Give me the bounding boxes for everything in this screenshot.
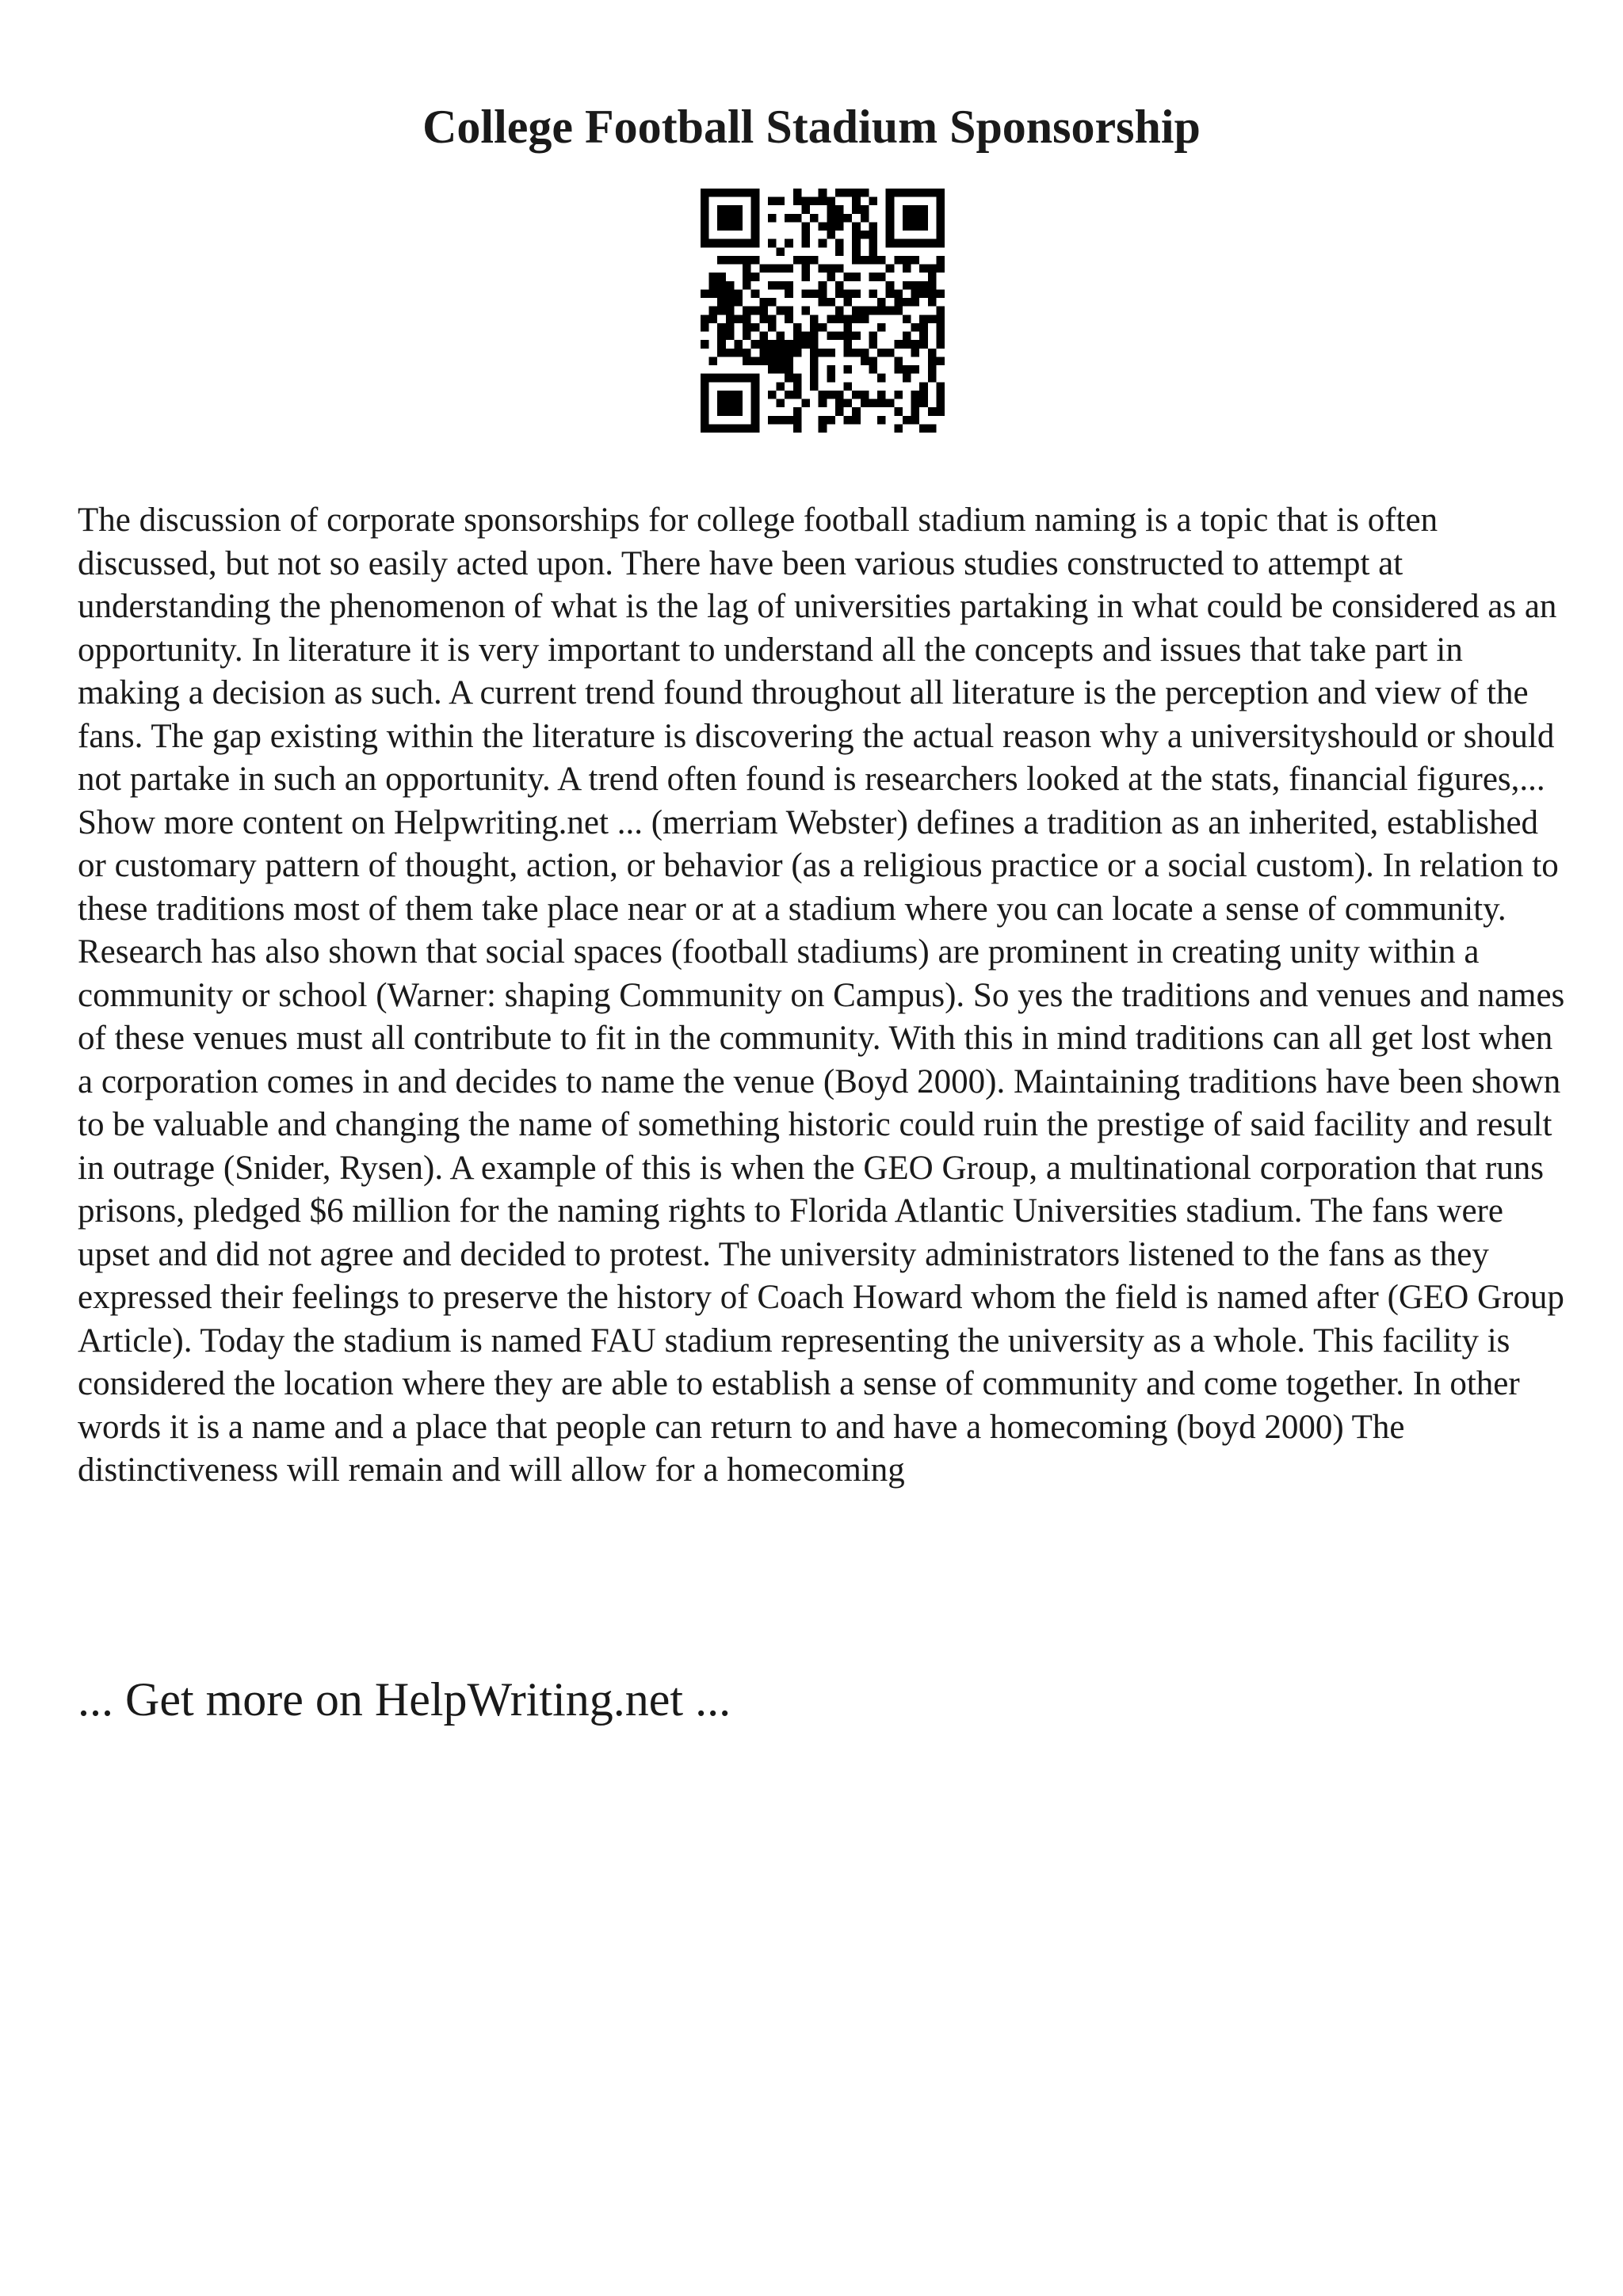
page-title: College Football Stadium Sponsorship: [422, 101, 1201, 153]
get-more-link[interactable]: ... Get more on HelpWriting.net ...: [78, 1673, 731, 1726]
qr-code-icon: [701, 189, 945, 433]
body-paragraph: The discussion of corporate sponsorships for college football stadium naming is a topic that is often discussed, but not so easily acted upon. There have been various studies constructed to attempt at understanding the phenomenon of what is the lag of universities partaking in what could be considered as an opportunity. In literature it is very important to understand all the concepts and issues that take part in making a decision as such. A current trend found throughout all literature is the perception and view of the fans. The gap existing within the literature is discovering the actual reason why a universityshould or should not partake in such an opportunity. A trend often found is researchers looked at the stats, financial figures,... Show more content on Helpwriting.net ... (merriam Webster) defines a tradition as an inherited, established or customary pattern of thought, action, or behavior (as a religious practice or a social custom). In relation to these traditions most of them take place near or at a stadium where you can locate a sense of community. Research has also shown that social spaces (football stadiums) are prominent in creating unity within a community or school (Warner: shaping Community on Campus). So yes the traditions and venues and names of these venues must all contribute to fit in the community. With this in mind traditions can all get lost when a corporation comes in and decides to name the venue (Boyd 2000). Maintaining traditions have been shown to be valuable and changing the name of something historic could ruin the prestige of said facility and result in outrage (Snider, Rysen). A example of this is when the GEO Group, a multinational corporation that runs prisons, pledged $6 million for the naming rights to Florida Atlantic Universities stadium. The fans were upset and did not agree and decided to protest. The university administrators listened to the fans as they expressed their feelings to preserve the history of Coach Howard whom the field is named after (GEO Group Article). Today the stadium is named FAU stadium representing the university as a whole. This facility is considered the location where they are able to establish a sense of community and come together. In other words it is a name and a place that people can return to and have a homecoming (boyd 2000) The distinctiveness will remain and will allow for a homecoming: [78, 502, 1565, 1489]
